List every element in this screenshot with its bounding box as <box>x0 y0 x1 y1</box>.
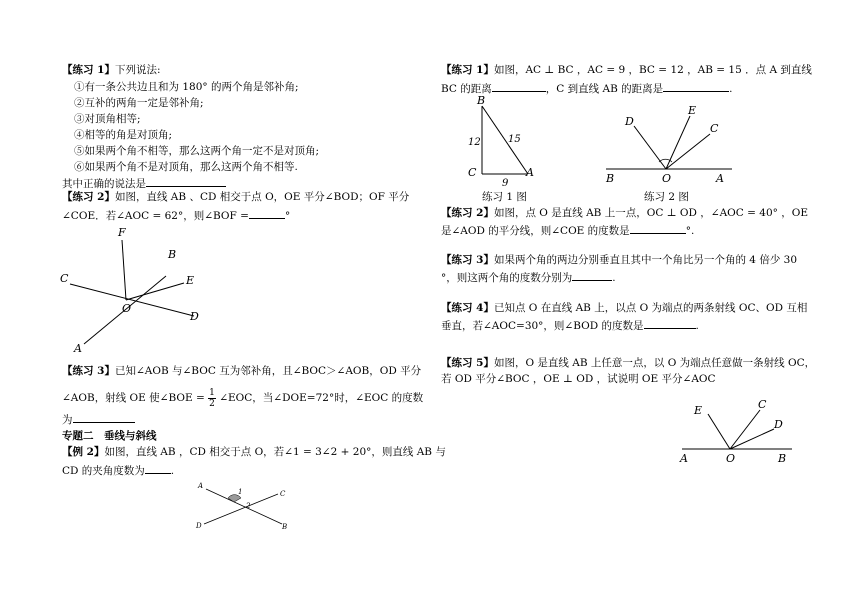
exercise-label: 【练习 3】 <box>441 254 494 266</box>
right-ex5-line1 <box>441 356 815 370</box>
exercise-label: 【例 2】 <box>62 446 105 458</box>
label-b: B <box>606 172 615 185</box>
fraction-one-half <box>208 388 216 409</box>
label-b: B <box>778 452 787 465</box>
exercise-label: 【练习 5】 <box>441 357 494 369</box>
exercise-text: 如图，点 O 是直线 AB 上一点，OC ⊥ OD ，∠AOC = 40° ，OE <box>493 207 808 219</box>
figure-right-triangle <box>462 94 552 194</box>
exercise-label: 【练习 3】 <box>62 365 115 377</box>
exercise-text: BC 的距离 <box>441 83 492 95</box>
exercise-text: 如果两个角的两边分别垂直且其中一个角比另一个角的 4 倍少 30 <box>493 254 798 266</box>
right-ex4-line2 <box>441 317 699 333</box>
label-b: B <box>168 248 177 261</box>
degree-sign: ° <box>284 210 291 222</box>
statement-3: ③对顶角相等; <box>74 113 141 125</box>
right-ex3-line1 <box>441 253 797 267</box>
right-ex2-line1 <box>441 206 808 220</box>
label-a: A <box>74 342 82 355</box>
answer-blank[interactable] <box>663 80 729 92</box>
label-a: A <box>198 482 204 490</box>
exercise-label: 【练习 2】 <box>62 191 115 203</box>
right-ex5-line2: 若 OD 平分∠BOC ，OE ⊥ OD ，试说明 OE 平分∠AOC <box>441 373 716 385</box>
exercise-text: CD 的夹角度数为 <box>62 465 145 477</box>
ray-oc <box>666 134 710 169</box>
exercise-text: 如图，直线 AB ，CD 相交于点 O，若∠1 = 3∠2 + 20°，则直线 AB 与 <box>104 446 446 458</box>
label-o: O <box>662 172 672 185</box>
period: . <box>729 83 733 95</box>
label-c: C <box>468 166 477 179</box>
label-b: B <box>282 523 288 531</box>
left-ex1-line0 <box>62 63 161 77</box>
label-o: O <box>726 452 736 465</box>
label-e: E <box>688 104 697 117</box>
exercise-text: 已知点 O 在直线 AB 上，以点 O 为端点的两条射线 OC、OD 互相 <box>493 302 808 314</box>
right-ex3-line2 <box>441 269 616 285</box>
exercise-text: ∠EOC，当∠DOE=72°时，∠EOC 的度数 <box>219 392 424 404</box>
left-ex3-line2 <box>62 386 423 410</box>
label-d: D <box>190 310 199 323</box>
label-c: C <box>710 122 719 135</box>
label-a: A <box>526 166 534 179</box>
figure-2-caption: 练习 2 图 <box>644 191 689 203</box>
label-e: E <box>186 274 195 287</box>
exercise-text: °，则这两个角的度数分别为 <box>441 272 573 284</box>
statement-2: ②互补的两角一定是邻补角; <box>74 97 204 109</box>
answer-blank[interactable] <box>644 317 696 329</box>
answer-blank[interactable] <box>145 462 171 474</box>
label-d: D <box>196 522 202 530</box>
statement-5: ⑤如果两个角不相等，那么这两个角一定不是对顶角; <box>74 145 320 157</box>
exercise-text: 如图，直线 AB 、CD 相交于点 O，OE 平分∠BOD；OF 平分 <box>114 191 410 203</box>
label-side-9: 9 <box>502 178 509 189</box>
label-d: D <box>774 418 783 431</box>
label-d: D <box>625 115 634 128</box>
figure-ex5 <box>678 396 798 466</box>
statement-4: ④相等的角是对顶角; <box>74 129 173 141</box>
exercise-intro: 下列说法: <box>114 64 161 76</box>
line-cd <box>204 494 278 524</box>
exercise-text: ，C 到直线 AB 的距离是 <box>545 83 664 95</box>
line-cd <box>70 284 194 316</box>
exercise-text: 为 <box>62 414 73 426</box>
answer-blank[interactable] <box>249 207 285 219</box>
left-ex3-line3 <box>62 411 135 427</box>
right-ex4-line1 <box>441 301 807 315</box>
left-ex1-question <box>62 175 226 191</box>
exercise-label: 【练习 4】 <box>441 302 494 314</box>
label-side-15: 15 <box>508 134 521 145</box>
exercise-text: 如图，AC ⊥ BC ，AC = 9 ，BC = 12 ，AB = 15 ．点 A 到直线 <box>493 64 812 76</box>
period: . <box>170 465 175 477</box>
fraction-denominator: 2 <box>209 398 215 409</box>
figure-intersecting-lines-ex2 <box>60 220 260 360</box>
label-angle-2: 2 <box>246 502 251 510</box>
ray-od <box>634 126 666 169</box>
label-e: E <box>694 404 703 417</box>
exercise-text: 垂直，若∠AOC=30°，则∠BOD 的度数是 <box>441 320 644 332</box>
answer-blank[interactable] <box>492 80 546 92</box>
left-ex3-line1 <box>62 364 421 378</box>
ray-oc <box>730 410 760 449</box>
right-ex2-line2 <box>441 222 694 238</box>
left-example2-line1 <box>62 445 446 459</box>
label-f: F <box>118 226 126 239</box>
label-c: C <box>758 398 767 411</box>
answer-blank[interactable] <box>73 411 135 423</box>
figure-rays <box>600 98 740 188</box>
question-text: 其中正确的说法是 <box>62 178 146 190</box>
label-c: C <box>60 272 69 285</box>
label-angle-1: 1 <box>238 488 243 496</box>
figure-example2 <box>194 480 304 540</box>
ray-od <box>730 429 774 449</box>
label-a: A <box>716 172 724 185</box>
label-c: C <box>280 490 286 498</box>
statement-1: ①有一条公共边且和为 180° 的两个角是邻补角; <box>74 81 299 93</box>
period: . <box>695 320 699 332</box>
label-side-12: 12 <box>468 137 481 148</box>
exercise-label: 【练习 1】 <box>62 64 115 76</box>
answer-blank[interactable] <box>630 222 686 234</box>
exercise-text: 是∠AOD 的平分线，则∠COE 的度数是 <box>441 225 630 237</box>
label-b: B <box>477 94 486 107</box>
exercise-text: 如图，O 是直线 AB 上任意一点，以 O 为端点任意做一条射线 OC， <box>493 357 816 369</box>
statement-6: ⑥如果两个角不是对顶角，那么这两个角不相等. <box>74 161 298 173</box>
exercise-label: 【练习 2】 <box>441 207 494 219</box>
period: . <box>612 272 616 284</box>
fraction-numerator: 1 <box>209 387 215 398</box>
exercise-text: ∠AOB，射线 OE 使∠BOE = <box>62 392 205 404</box>
exercise-text: 已知∠AOB 与∠BOC 互为邻补角，且∠BOC＞∠AOB，OD 平分 <box>114 365 422 377</box>
exercise-label: 【练习 1】 <box>441 64 494 76</box>
figure-1-caption: 练习 1 图 <box>482 191 527 203</box>
side-ab <box>482 106 528 174</box>
answer-blank[interactable] <box>572 269 612 281</box>
answer-blank[interactable] <box>146 175 226 187</box>
ray-oe <box>666 116 690 169</box>
exercise-text: ∠COE．若∠AOC = 62°，则∠BOF = <box>62 210 249 222</box>
topic-heading: 专题二 垂线与斜线 <box>62 430 157 442</box>
degree-sign: °. <box>685 225 695 237</box>
left-example2-line2 <box>62 462 174 478</box>
ray-oe <box>708 414 730 449</box>
ray-of <box>122 240 126 300</box>
left-ex2-line1 <box>62 190 409 204</box>
label-o: O <box>122 302 132 315</box>
label-a: A <box>680 452 688 465</box>
right-ex1-line1 <box>441 63 812 77</box>
